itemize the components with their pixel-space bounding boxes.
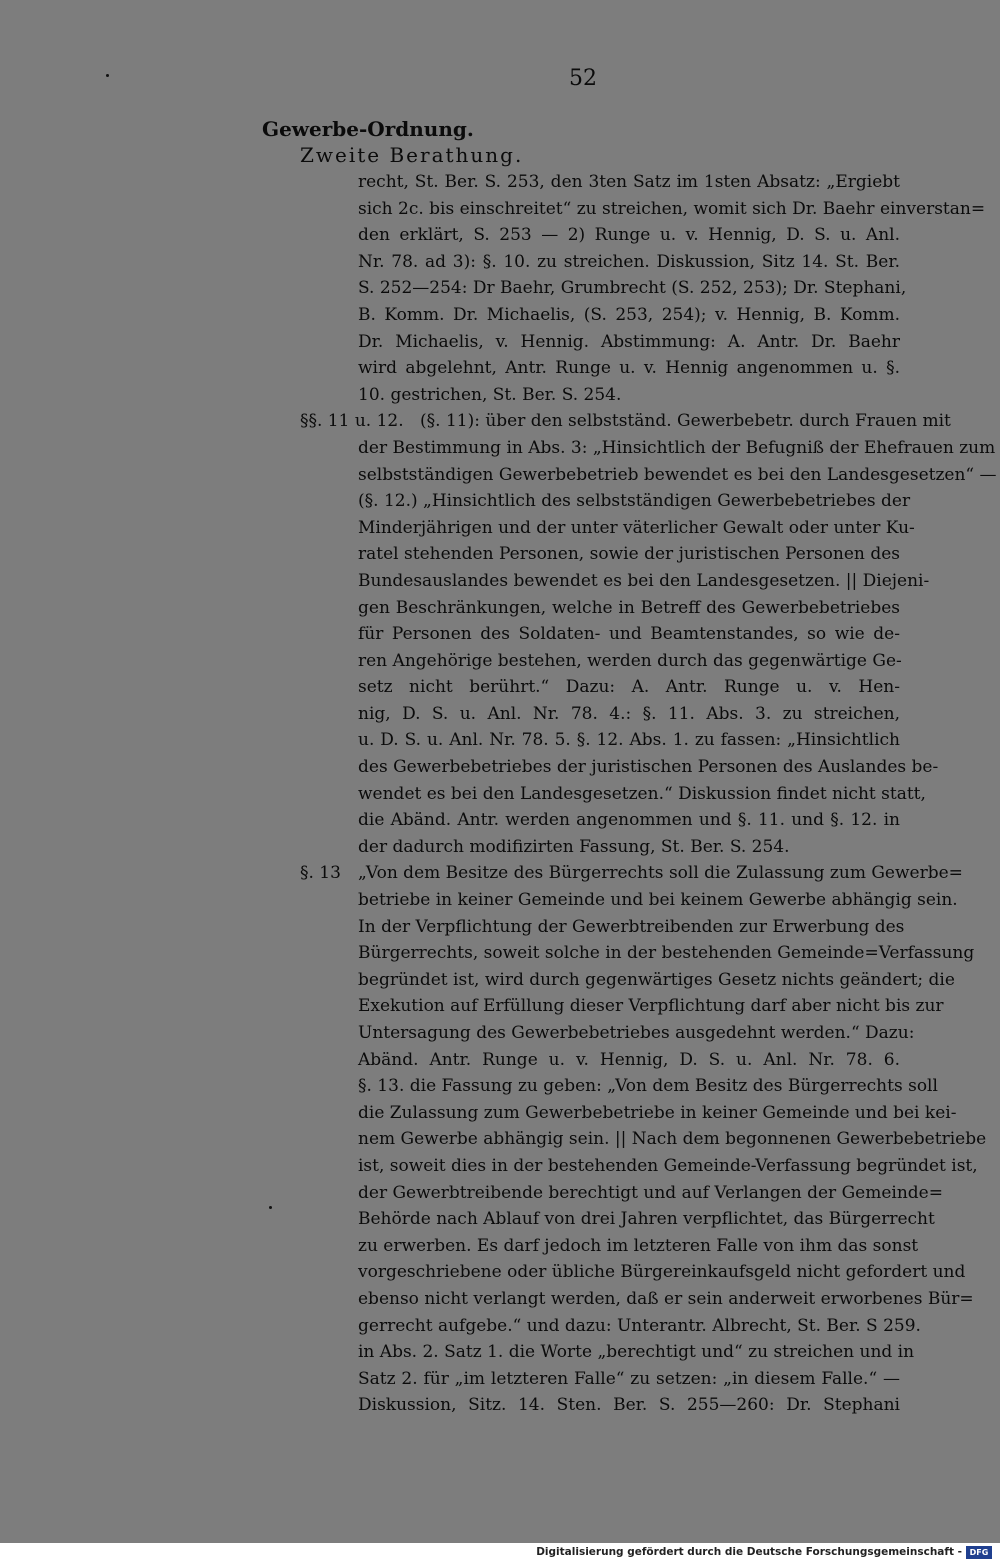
entry-marker: §. 13	[300, 863, 341, 884]
section-subheading: Zweite Berathung.	[300, 143, 524, 167]
entry-text	[358, 860, 987, 1418]
text-line: gerrecht aufgebe.“ und dazu: Unterantr. Albrecht, St. Ber. S 259.	[358, 1315, 921, 1336]
text-line: zu erwerben. Es darf jedoch im letzteren Falle von ihm das sonst	[358, 1235, 919, 1256]
entry-continuation	[300, 169, 986, 408]
text-line: ebenso nicht verlangt werden, daß er sein anderweit erworbenes Bür=	[358, 1288, 974, 1309]
entry-text	[358, 408, 997, 860]
footer-credit: Digitalisierung gefördert durch die Deutsche Forschungsgemeinschaft -	[536, 1546, 962, 1558]
text-line: betriebe in keiner Gemeinde und bei keinem Gewerbe abhängig sein.	[358, 890, 958, 911]
text-line: „Von dem Besitze des Bürgerrechts soll die Zulassung zum Gewerbe=	[358, 863, 963, 884]
text-line: vorgeschriebene oder übliche Bürgereinkaufsgeld nicht gefordert und	[358, 1262, 966, 1283]
text-line: Dr. Michaelis, v. Hennig. Abstimmung: A. Antr. Dr. Baehr	[358, 331, 900, 352]
text-line: B. Komm. Dr. Michaelis, (S. 253, 254); v. Hennig, B. Komm.	[358, 304, 900, 325]
text-line: (§. 11): über den selbstständ. Gewerbebetr. durch Frauen mit	[420, 411, 951, 432]
text-line: Bundesauslandes bewendet es bei den Landesgesetzen. || Diejeni-	[358, 570, 930, 591]
text-line: Satz 2. für „im letzteren Falle“ zu setzen: „in diesem Falle.“ —	[358, 1368, 900, 1389]
text-line: begründet ist, wird durch gegenwärtiges Gesetz nichts geändert; die	[358, 969, 955, 990]
text-line: den erklärt, S. 253 — 2) Runge u. v. Hennig, D. S. u. Anl.	[358, 225, 900, 246]
text-line: für Personen des Soldaten- und Beamtenstandes, so wie de-	[358, 624, 900, 645]
text-line: ist, soweit dies in der bestehenden Gemeinde-Verfassung begründet ist,	[358, 1155, 978, 1176]
text-line: recht, St. Ber. S. 253, den 3ten Satz im 1sten Absatz: „Ergiebt	[358, 172, 900, 192]
text-line: Diskussion, Sitz. 14. Sten. Ber. S. 255—260: Dr. Stephani	[358, 1395, 900, 1416]
text-line: ren Angehörige bestehen, werden durch das gegenwärtige Ge-	[358, 650, 902, 671]
text-line: des Gewerbebetriebes der juristischen Personen des Auslandes be-	[358, 757, 939, 778]
text-line: 10. gestrichen, St. Ber. S. 254.	[358, 384, 622, 405]
text-line: (§. 12.) „Hinsichtlich des selbstständigen Gewerbebetriebes der	[358, 491, 911, 512]
text-line: sich 2c. bis einschreitet“ zu streichen, womit sich Dr. Baehr einverstan=	[358, 198, 986, 219]
text-line: in Abs. 2. Satz 1. die Worte „berechtigt und“ zu streichen und in	[358, 1342, 915, 1363]
document-body	[300, 169, 997, 1419]
text-line: In der Verpflichtung der Gewerbtreibenden zur Erwerbung des	[358, 916, 905, 937]
text-line: Untersagung des Gewerbebetriebes ausgedehnt werden.“ Dazu:	[358, 1023, 915, 1043]
text-line: u. D. S. u. Anl. Nr. 78. 5. §. 12. Abs. 1. zu fassen: „Hinsichtlich	[358, 730, 900, 751]
section-heading: Gewerbe-Ordnung.	[262, 117, 474, 141]
text-line: setz nicht berührt.“ Dazu: A. Antr. Runge u. v. Hen-	[358, 677, 900, 698]
entry-marker: §§. 11 u. 12.	[300, 411, 404, 432]
text-line: S. 252—254: Dr Baehr, Grumbrecht (S. 252, 253); Dr. Stephani,	[358, 278, 907, 299]
text-line: §. 13. die Fassung zu geben: „Von dem Besitz des Bürgerrechts soll	[358, 1076, 938, 1097]
text-line: Behörde nach Ablauf von drei Jahren verpflichtet, das Bürgerrecht	[358, 1209, 935, 1230]
text-line: Bürgerrechts, soweit solche in der bestehenden Gemeinde=Verfassung	[358, 943, 975, 964]
text-line: gen Beschränkungen, welche in Betreff des Gewerbebetriebes	[358, 597, 900, 618]
entry-text	[358, 169, 986, 408]
text-line: Abänd. Antr. Runge u. v. Hennig, D. S. u. Anl. Nr. 78. 6.	[358, 1049, 900, 1070]
text-line: der dadurch modifizirten Fassung, St. Ber. S. 254.	[358, 836, 790, 857]
dfg-logo: DFG	[966, 1546, 992, 1559]
text-line: Nr. 78. ad 3): §. 10. zu streichen. Diskussion, Sitz 14. St. Ber.	[358, 251, 900, 272]
page-number: 52	[569, 66, 597, 91]
text-line: ratel stehenden Personen, sowie der juristischen Personen des	[358, 544, 900, 565]
text-line: Exekution auf Erfüllung dieser Verpflichtung darf aber nicht bis zur	[358, 996, 944, 1017]
text-line: wendet es bei den Landesgesetzen.“ Diskussion findet nicht statt,	[358, 783, 926, 804]
entry-paragraphs-11-12	[300, 408, 997, 860]
text-line: die Zulassung zum Gewerbebetriebe in keiner Gemeinde und bei kei-	[358, 1102, 957, 1123]
entry-marker	[300, 169, 358, 408]
text-line: wird abgelehnt, Antr. Runge u. v. Hennig angenommen u. §.	[358, 358, 900, 379]
footer-bar	[0, 1543, 1000, 1563]
scan-speck	[269, 1206, 272, 1209]
text-line: der Gewerbtreibende berechtigt und auf Verlangen der Gemeinde=	[358, 1182, 943, 1203]
text-line: der Bestimmung in Abs. 3: „Hinsichtlich der Befugniß der Ehefrauen zum	[358, 437, 996, 458]
entry-paragraph-13	[300, 860, 987, 1418]
text-line: selbstständigen Gewerbebetrieb bewendet es bei den Landesgesetzen“ —	[358, 464, 997, 485]
text-line: nem Gewerbe abhängig sein. || Nach dem begonnenen Gewerbebetriebe	[358, 1129, 987, 1150]
text-line: Minderjährigen und der unter väterlicher Gewalt oder unter Ku-	[358, 517, 915, 538]
text-line: nig, D. S. u. Anl. Nr. 78. 4.: §. 11. Abs. 3. zu streichen,	[358, 703, 900, 724]
text-line: die Abänd. Antr. werden angenommen und §. 11. und §. 12. in	[358, 810, 900, 831]
